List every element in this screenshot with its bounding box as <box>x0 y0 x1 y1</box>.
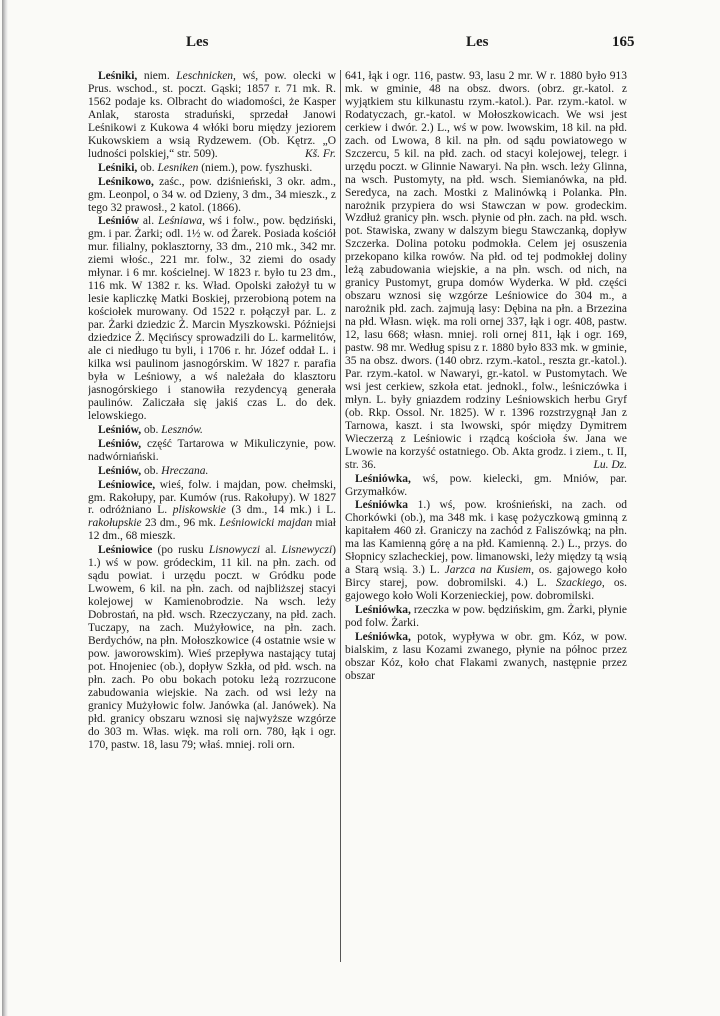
column-divider <box>340 70 341 962</box>
entry-text: potok, wypływa w obr. gm. Kóz, w pow. bialskim, z lasu Kozami zwanego, płynie na północ przez obszar Kóz, koło chat Flakami zwanych, następnie przez obszar <box>345 630 627 682</box>
entry-text: zaśc., pow. dziśnieński, 3 okr. adm., gm. Leonpol, o 34 w. od Dzieny, 3 dm., 34 mieszk., z tego 32 prawosł., 2 katol. (1866). <box>88 175 336 214</box>
entry-headword: Leśniów, <box>98 437 142 450</box>
dictionary-entry <box>88 544 336 751</box>
entry-headword: Leśniów, <box>98 464 142 477</box>
dictionary-entry <box>345 604 627 630</box>
entry-italic-text: Szackiego, <box>555 577 605 590</box>
entry-text: (3 dm., 14 mk.) i L. <box>225 504 336 517</box>
entry-text: 1.) wś, pow. krośnieński, na zach. od Chorkówki (ob.), ma 348 mk. i kasę pożyczkową gminną z kapitałem 460 zł. Graniczy na zachód z Faliszówką; na płn. ma las Kamienną górę a na płd. Kamienną. 2.) L., przys. do Słopnicy szlacheckiej, pow. limanowski, leży między tą wsią a Starą wsią. 3.) L. <box>345 499 627 577</box>
entry-headword: Leśniówka, <box>355 630 411 643</box>
entry-text: ob. <box>137 161 158 174</box>
entry-headword: Leśnikowo, <box>98 175 154 188</box>
page-binding-shadow <box>2 0 8 1016</box>
author-signature: Kš. Fr. <box>305 147 336 160</box>
right-column <box>345 70 627 940</box>
header-middle-word: Les <box>466 34 489 50</box>
entry-text: 23 dm., 96 mk. <box>141 517 220 530</box>
entry-headword: Leśniówka, <box>355 604 411 617</box>
dictionary-entry <box>88 215 336 422</box>
entry-italic-text: Hreczana. <box>161 464 209 477</box>
entry-text: część Tartarowa w Mikuliczynie, pow. nadwórniański. <box>88 437 336 463</box>
entry-headword: Leśniówka <box>355 499 409 512</box>
entry-text: ) 1.) wś w pow. gródeckim, 11 kil. na płn. zach. od sądu powiat. i urzędu poczt. w Gródku pode Lwowem, 6 kil. na płn. zach. od najbliższej stacyi kolejowej w Kamienobrodzie. Na wsch. leży Dobrostań, na płd. wsch. Rzeczyczany, na płd. zach. Tuczapy, na zach. Mużyłowice, na płn. zach. Berdychów, na płn. Mołoszkowice (4 ostatnie wsie w pow. jaworowskim). Wieś przepływa nastający tutaj pot. Hnojeniec (ob.), dopływ Szkła, od płd. wsch. na płn. zach. Po obu bokach potoku leżą rozrzucone zabudowania wiejskie. Na zach. od wsi leży na granicy Mużyłowic folw. Janówka (al. Janówek). Na płd. granicy obszaru wznosi się najwyższe wzgórze do 303 m. Włas. więk. ma roli orn. 780, łąk i ogr. 170, pastw. 18, lasu 79; właś. mniej. roli orn. <box>88 544 336 751</box>
dictionary-entry <box>88 465 336 478</box>
entry-headword: Leśniowice, <box>98 478 156 491</box>
entry-text: wś i folw., pow. będziński, gm. i par. Żarki; odl. 1½ w. od Żarek. Posiada kościół mur. filialny, poklasztorny, 33 dm., 210 mk., 342 mr. ziemi włośc., 221 mr. folw., 32 ziemi do osady młynar. i 6 mr. kościelnej. W 1823 r. było tu 23 dm., 116 mk. W 1382 r. ks. Wład. Opolski założył tu w lesie kapliczkę Matki Boskiej, przerobioną potem na kościołek murowany. Od 1522 r. połączył par. L. z par. Żarki dziedzic Ż. Marcin Myszkowski. Późniejsi dziedzice Ż. Męcińscy sprowadzili do L. karmelitów, ale ci niedługo tu byli, i 1706 r. hr. Józef oddał L. i kilka wsi paulinom jasnogórskim. W 1827 r. parafia była w Leśniowy, a wś należała do klasztoru jasnogórskiego i stanowiła rezydencyą generała paulinów. Zaliczała się jakiś czas L. do dek. lelowskiego. <box>88 215 336 422</box>
dictionary-entry <box>345 473 627 499</box>
entry-text: ob. <box>141 464 162 477</box>
dictionary-entry <box>88 424 336 437</box>
dictionary-entry <box>345 70 627 472</box>
entry-text: os. gajowego koło Bircy starej, pow. dobromilski. 4.) L. <box>345 564 627 590</box>
author-signature: Lu. Dz. <box>593 458 627 471</box>
entry-text: rzeczka w pow. będzińskim, gm. Żarki, płynie pod folw. Żarki. <box>345 604 627 630</box>
entry-italic-text: Leschnicken, <box>176 70 236 82</box>
entry-italic-text: Leśniowicki majdan <box>219 517 313 530</box>
entry-headword: Leśniowice <box>98 544 153 557</box>
left-column <box>88 70 336 970</box>
entry-italic-text: Lisnowyczi <box>208 544 261 557</box>
page-number: 165 <box>612 34 635 50</box>
entry-text: al. <box>138 215 159 228</box>
entry-text: al. <box>260 544 282 557</box>
entry-text: (niem.), pow. fyszhuski. <box>198 161 313 174</box>
header-left-word: Les <box>186 34 209 50</box>
entry-italic-text: rakołupskie <box>88 517 142 530</box>
entry-text: wś, pow. kielecki, gm. Mniów, par. Grzymałków. <box>345 472 627 498</box>
dictionary-entry <box>88 479 336 544</box>
dictionary-entry <box>345 631 627 683</box>
entry-headword: Leśniów <box>98 215 139 228</box>
entry-headword: Leśniówka, <box>355 472 411 485</box>
dictionary-entry <box>345 499 627 603</box>
dictionary-entry <box>88 176 336 215</box>
entry-text: os. gajowego koło Woli Korzenieckiej, pow. dobromilski. <box>345 577 627 603</box>
entry-italic-text: Lesznów. <box>161 423 203 436</box>
entry-italic-text: Jarzca na Kusiem, <box>444 564 534 577</box>
entry-text: ob. <box>141 423 162 436</box>
entry-text: wś, pow. olecki w Prus. wschod., st. poczt. Gąski; 1857 r. 71 mk. R. 1562 podaje ks. Olbracht do wiadomości, że Kasper Anlak, starosta straduński, sprzedał Janowi Leśnikowi z Kukowa 4 włóki boru między jeziorem Kukowskiem a wsią Rydzewem. (Ob. Kętrz. „O ludności polskiej,“ str. 509). <box>88 70 336 160</box>
entry-text: 641, łąk i ogr. 116, pastw. 93, lasu 2 mr. W r. 1880 było 913 mk. w gminie, 48 na obsz. dwors. (obrz. gr.-katol. z wyjątkiem stu kilkunastu rzym.-katol.). Par. rzym.-katol. w Rodatyczach, gr.-katol. w Mołoszkowicach. We wsi jest cerkiew i dwór. 2.) L., wś w pow. lwowskim, 18 kil. na płd. zach. od Lwowa, 8 kil. na płn. od sądu powiatowego w Szczercu, 5 kil. na płd. zach. od stacyi kolejowej, telegr. i urzędu poczt. w Glinnie Nawaryi. Na płn. wsch. leży Glinna, na wsch. Pustomyty, na płd. wsch. Siemianówka, na płd. Seredyca, na zach. Mostki z Malinówką i Polanka. Płn. narożnik przypiera do wsi Stawczan w pow. grodeckim. Wzdłuż granicy płn. wsch. płynie od płn. zach. na płd. wsch. pot. Stawiska, zwany w dalszym biegu Stawczanką, dopływ Szczerka. Dolina potoku podmokła. Celem jej osuszenia przekopano kilka rowów. Na płd. od tej podmokłej doliny leżą zabudowania wiejskie, a na płn. wsch. od nich, na granicy Pustomyt, grupa domów Wyderka. W płd. części obszaru wznosi się wzgórze Leśniowice do 304 m., a narożnik płd. zach. zajmują lasy: Dębina na płn. a Brzezina na płd. Własn. więk. ma roli ornej 337, łąk i ogr. 408, pastw. 12, lasu 668; własn. mniej. roli ornej 811, łąk i ogr. 169, pastw. 98 mr. Według spisu z r. 1880 było 833 mk. w gminie, 35 na obsz. dwors. (140 obrz. rzym.-katol., reszta gr.-katol.). Par. rzym.-katol. w Nawaryi, gr.-katol. w Pustomytach. We wsi jest cerkiew, szkoła etat. jednokl., folw., leśniczówka i młyn. L. były gniazdem rodziny Leśniowskich herbu Gryf (ob. Rkp. Ossol. Nr. 1825). W r. 1396 rozstrzygnął Jan z Tarnowa, kaszt. i sta lwowski, spór między Dymitrem Wieczerzą z Leśniowic i rządcą kościoła św. Jana we Lwowie na korzyść ostatniego. Ob. Akta grodz. i ziem., t. II, str. 36. <box>345 70 627 471</box>
entry-text: miał 12 dm., 68 mieszk. <box>88 517 336 543</box>
entry-italic-text: Lisnewyczi <box>281 544 333 557</box>
entry-headword: Leśniki, <box>98 70 138 82</box>
entry-italic-text: pliskowskie <box>172 504 226 517</box>
running-header <box>0 34 720 56</box>
dictionary-entry <box>88 70 336 161</box>
dictionary-entry <box>88 162 336 175</box>
entry-headword: Leśniki, <box>98 161 138 174</box>
entry-italic-text: Leśniawa, <box>158 215 206 228</box>
dictionary-entry <box>88 438 336 464</box>
entry-text: niem. <box>137 70 177 82</box>
entry-text: (po rusku <box>152 544 209 557</box>
entry-headword: Leśniów, <box>98 423 142 436</box>
entry-text: wieś, folw. i majdan, pow. chełmski, gm. Rakołupy, par. Kumów (rus. Rakołupy). W 1827 r. odróżniano L. <box>88 478 336 517</box>
entry-italic-text: Lesniken <box>157 161 199 174</box>
